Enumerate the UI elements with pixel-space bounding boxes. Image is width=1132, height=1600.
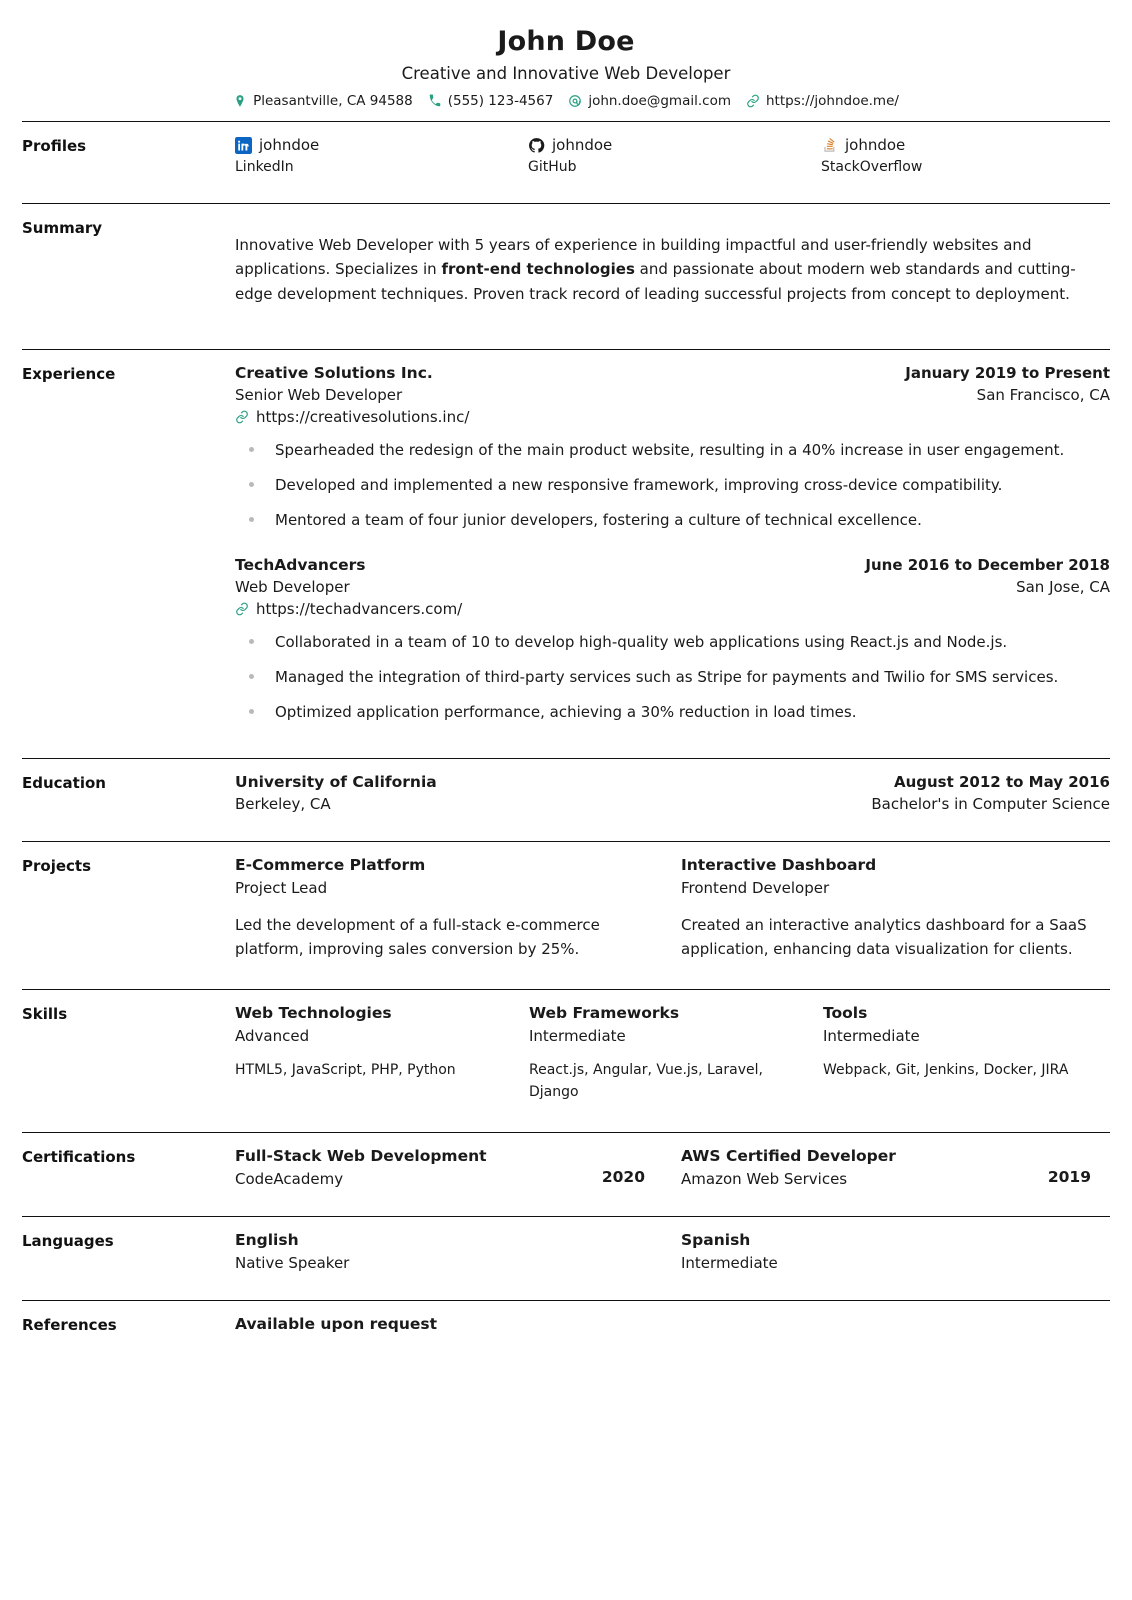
project-title: E-Commerce Platform <box>235 855 426 874</box>
certification-issuer: CodeAcademy <box>235 1169 344 1188</box>
section-label-references: References <box>22 1315 117 1334</box>
section-label-experience: Experience <box>22 364 116 383</box>
education-date: August 2012 to May 2016 <box>893 772 1110 791</box>
references-text: Available upon request <box>235 1314 438 1333</box>
experience-location: San Jose, CA <box>1016 577 1110 596</box>
certification-issuer: Amazon Web Services <box>681 1169 848 1188</box>
experience-company: TechAdvancers <box>235 555 366 574</box>
certification-name: AWS Certified Developer <box>681 1146 896 1165</box>
resume-header <box>22 22 1110 109</box>
section-projects <box>22 842 1110 978</box>
section-education <box>22 759 1110 829</box>
stackoverflow-icon <box>821 137 838 154</box>
skill-level: Intermediate <box>823 1027 920 1046</box>
language-name: Spanish <box>681 1230 751 1249</box>
summary-part-2: and passionate about modern web standards and cutting-edge development techniques. Proven track record of leading successful projects from concept to deployment. <box>235 260 1076 303</box>
phone-icon <box>428 94 442 108</box>
education-item <box>235 773 1110 813</box>
contact-website[interactable] <box>746 93 899 109</box>
list-item: Optimized application performance, achieving a 30% reduction in load times. <box>235 700 1105 724</box>
language-item <box>681 1231 1091 1272</box>
contact-website-text: https://johndoe.me/ <box>765 93 899 109</box>
section-skills <box>22 990 1110 1119</box>
experience-bullets <box>235 438 1110 532</box>
profile-linkedin[interactable] <box>235 136 528 175</box>
list-item: Developed and implemented a new responsive framework, improving cross-device compatibility. <box>235 473 1105 497</box>
summary-highlight: front-end technologies <box>441 260 635 279</box>
experience-bullets <box>235 630 1110 724</box>
section-summary <box>22 204 1110 337</box>
profile-github[interactable] <box>528 136 821 175</box>
certification-date: 2019 <box>1047 1167 1091 1186</box>
skill-name: Web Frameworks <box>529 1004 680 1023</box>
list-item: Spearheaded the redesign of the main product website, resulting in a 40% increase in user engagement. <box>235 438 1105 462</box>
experience-item <box>235 364 1110 532</box>
list-item: Collaborated in a team of 10 to develop high-quality web applications using React.js and Node.js. <box>235 630 1105 654</box>
education-location: Berkeley, CA <box>235 794 331 813</box>
education-school: University of California <box>235 772 437 791</box>
section-label-profiles: Profiles <box>22 137 87 155</box>
skill-item <box>235 1004 529 1103</box>
section-references <box>22 1301 1110 1350</box>
headline: Creative and Innovative Web Developer <box>401 64 731 83</box>
profile-stackoverflow-username: johndoe <box>845 136 906 154</box>
experience-date: January 2019 to Present <box>905 363 1110 382</box>
linkedin-icon <box>235 137 252 154</box>
project-role: Project Lead <box>235 878 328 897</box>
certification-name: Full-Stack Web Development <box>235 1146 487 1165</box>
profile-stackoverflow[interactable] <box>821 136 1114 175</box>
experience-date: June 2016 to December 2018 <box>865 555 1110 574</box>
github-icon <box>528 137 545 154</box>
profile-github-network: GitHub <box>528 159 577 175</box>
skill-level: Advanced <box>235 1027 310 1046</box>
project-description: Led the development of a full-stack e-commerce platform, improving sales conversion by 25%. <box>235 915 600 959</box>
language-level: Native Speaker <box>235 1253 350 1272</box>
skill-keywords: HTML5, JavaScript, PHP, Python <box>235 1062 456 1079</box>
section-label-education: Education <box>22 773 106 792</box>
project-item <box>681 856 1091 962</box>
experience-url-text: https://techadvancers.com/ <box>256 599 463 618</box>
list-item: Managed the integration of third-party services such as Stripe for payments and Twilio for SMS services. <box>235 665 1105 689</box>
contact-email-text: john.doe@gmail.com <box>588 93 731 109</box>
skill-level: Intermediate <box>529 1027 626 1046</box>
contact-location-text: Pleasantville, CA 94588 <box>253 93 413 109</box>
profile-stackoverflow-network: StackOverflow <box>821 159 923 175</box>
profile-linkedin-username: johndoe <box>259 136 320 154</box>
section-experience <box>22 350 1110 746</box>
contact-phone-text: (555) 123-4567 <box>447 93 554 109</box>
skill-keywords: Webpack, Git, Jenkins, Docker, JIRA <box>823 1062 1069 1079</box>
skill-keywords: React.js, Angular, Vue.js, Laravel, Django <box>529 1062 763 1101</box>
certification-date: 2020 <box>601 1167 645 1186</box>
link-icon <box>746 94 760 108</box>
summary-part-1: Innovative Web Developer with 5 years of experience in building impactful and user-friendly websites and applications. Specializes in <box>235 236 1032 279</box>
section-label-languages: Languages <box>22 1231 114 1250</box>
language-level: Intermediate <box>681 1253 778 1272</box>
certification-item <box>235 1147 645 1188</box>
section-certifications <box>22 1133 1110 1204</box>
skill-item <box>823 1004 1117 1103</box>
contact-list <box>22 93 1110 109</box>
section-languages <box>22 1217 1110 1288</box>
summary-text <box>235 233 1097 306</box>
contact-email[interactable] <box>568 93 731 109</box>
project-item <box>235 856 645 962</box>
link-icon <box>235 410 249 424</box>
project-description: Created an interactive analytics dashboard for a SaaS application, enhancing data visualization for clients. <box>681 915 1087 959</box>
experience-item <box>235 556 1110 724</box>
profile-github-username: johndoe <box>552 136 613 154</box>
profile-linkedin-network: LinkedIn <box>235 159 294 175</box>
project-role: Frontend Developer <box>681 878 830 897</box>
experience-location: San Francisco, CA <box>976 385 1110 404</box>
contact-phone <box>428 93 554 109</box>
section-label-certifications: Certifications <box>22 1147 136 1166</box>
skill-name: Web Technologies <box>235 1004 392 1023</box>
page-title: John Doe <box>497 26 635 57</box>
experience-url-link[interactable] <box>235 408 1110 426</box>
experience-role: Web Developer <box>235 577 350 596</box>
experience-role: Senior Web Developer <box>235 385 403 404</box>
list-item: Mentored a team of four junior developers, fostering a culture of technical excellence. <box>235 508 1105 532</box>
certification-item <box>681 1147 1091 1188</box>
experience-url-link[interactable] <box>235 600 1110 618</box>
language-item <box>235 1231 645 1272</box>
section-profiles <box>22 122 1110 191</box>
experience-url-text: https://creativesolutions.inc/ <box>256 407 470 426</box>
education-degree: Bachelor's in Computer Science <box>871 794 1110 813</box>
section-label-projects: Projects <box>22 856 92 875</box>
envelope-icon <box>568 94 582 108</box>
skill-name: Tools <box>823 1004 868 1023</box>
map-pin-icon <box>233 94 247 108</box>
contact-location <box>233 93 413 109</box>
section-label-skills: Skills <box>22 1005 68 1024</box>
skill-item <box>529 1004 823 1103</box>
language-name: English <box>235 1230 299 1249</box>
experience-company: Creative Solutions Inc. <box>235 363 433 382</box>
link-icon <box>235 602 249 616</box>
project-title: Interactive Dashboard <box>681 855 877 874</box>
section-label-summary: Summary <box>22 219 103 237</box>
